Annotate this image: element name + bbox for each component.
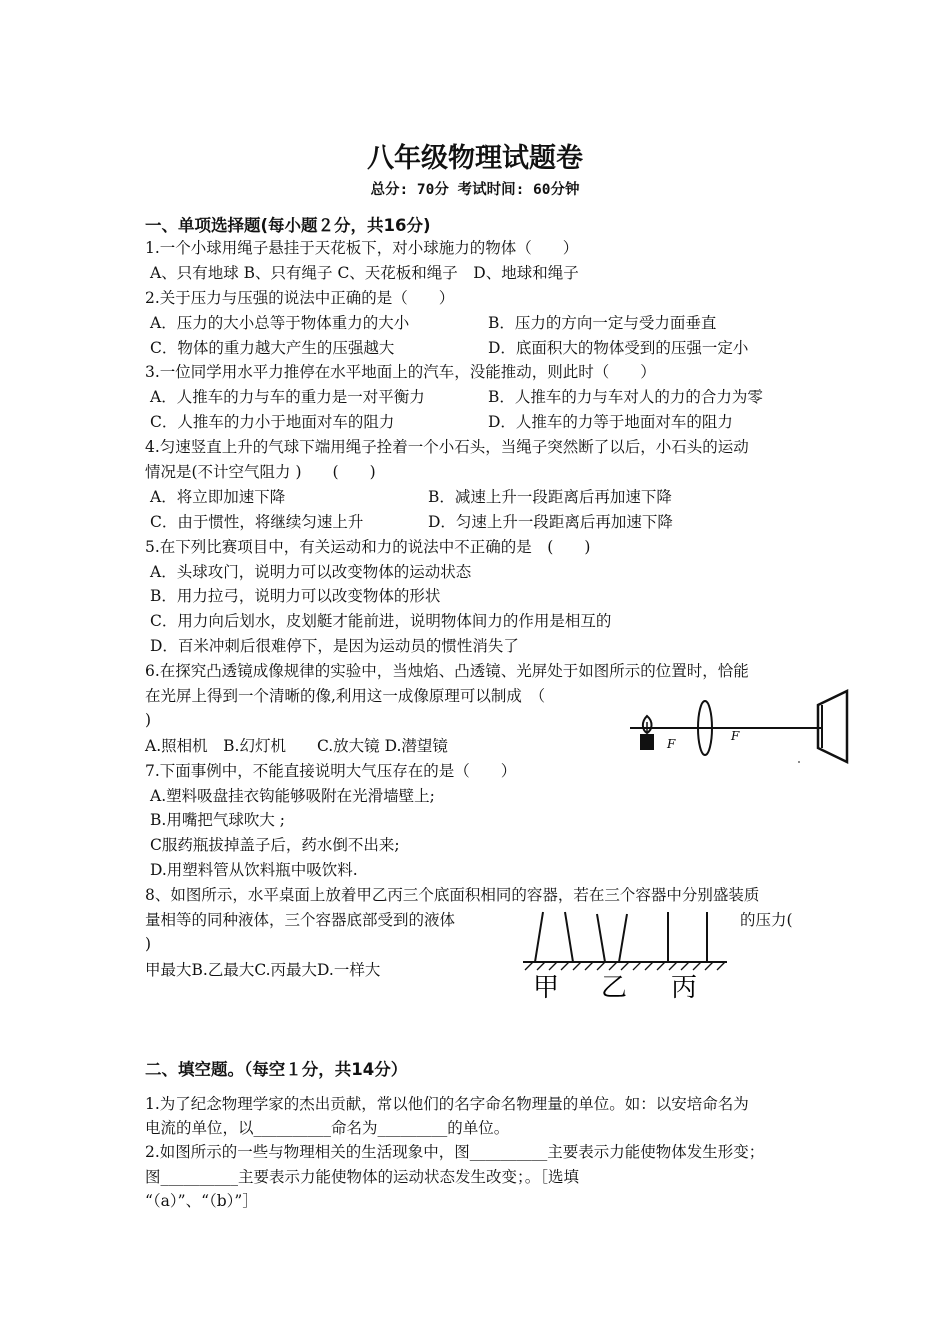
label-jia: 甲 <box>533 973 560 1003</box>
container-yi <box>597 914 627 962</box>
q1-stem: 1.一个小球用绳子悬挂于天花板下，对小球施力的物体（ ） <box>145 239 579 257</box>
q2-option-c: C．物体的重力越大产生的压强越大 <box>150 339 395 357</box>
q8-options: 甲最大B.乙最大C.丙最大D.一样大 <box>145 961 381 979</box>
exam-info: 总分: 70分 考试时间: 60分钟 <box>370 182 580 198</box>
q7-option-a: A.塑料吸盘挂衣钩能够吸附在光滑墙壁上; <box>150 787 435 805</box>
section2-heading: 二、填空题。（每空１分，共14分） <box>145 1060 408 1079</box>
container-jia <box>535 912 573 962</box>
q6-stem-3: ) <box>145 711 152 729</box>
candle-icon <box>640 734 654 750</box>
q5-option-a: A．头球攻门，说明力可以改变物体的运动状态 <box>150 563 472 581</box>
q5-option-b: B．用力拉弓，说明力可以改变物体的形状 <box>150 587 441 605</box>
q3-option-a: A．人推车的力与车的重力是一对平衡力 <box>150 388 425 406</box>
q7-option-d: D.用塑料管从饮料瓶中吸饮料. <box>150 861 358 879</box>
q8-stem-2b: 的压力( <box>740 911 793 929</box>
label-bing: 丙 <box>671 973 698 1003</box>
q3-option-b: B．人推车的力与车对人的力的合力为零 <box>488 388 763 406</box>
q4-option-a: A．将立即加速下降 <box>150 488 286 506</box>
container-bing <box>668 912 707 962</box>
q4-option-c: C．由于惯性，将继续匀速上升 <box>150 513 364 531</box>
q4-option-b: B．减速上升一段距离后再加速下降 <box>428 488 672 506</box>
q2-option-b: B．压力的方向一定与受力面垂直 <box>488 314 717 332</box>
q8-stem-1: 8、如图所示，水平桌面上放着甲乙丙三个底面积相同的容器，若在三个容器中分别盛装质 <box>145 886 760 904</box>
q6-stem-2: 在光屏上得到一个清晰的像,利用这一成像原理可以制成 （ <box>145 687 546 705</box>
q4-option-d: D．匀速上升一段距离后再加速下降 <box>428 513 673 531</box>
s2-q2-line-3: “（a）”、“（b）”］ <box>145 1192 258 1210</box>
s2-q1-line-1: 1.为了纪念物理学家的杰出贡献，常以他们的名字命名物理量的单位。如：以安培命名为 <box>145 1095 749 1113</box>
q2-option-a: A．压力的大小总等于物体重力的大小 <box>150 314 410 332</box>
section1-heading: 一、单项选择题(每小题２分，共16分) <box>145 216 431 235</box>
s2-q2-line-2: 图__________主要表示力能使物体的运动状态发生改变；。［选填 <box>145 1168 580 1186</box>
focus-label-right: F <box>731 729 740 743</box>
page-title: 八年级物理试题卷 <box>367 143 583 174</box>
s2-q2-line-1: 2.如图所示的一些与物理相关的生活现象中，图__________主要表示力能使物体发生形变； <box>145 1143 765 1161</box>
q7-stem: 7.下面事例中，不能直接说明大气压存在的是（ ） <box>145 762 517 780</box>
q6-stem-1: 6.在探究凸透镜成像规律的实验中，当烛焰、凸透镜、光屏处于如图所示的位置时，恰能 <box>145 662 749 680</box>
lens-experiment-diagram <box>625 684 855 768</box>
q7-option-b: B.用嘴把气球吹大 ; <box>150 811 285 829</box>
label-yi: 乙 <box>601 973 628 1003</box>
q8-stem-2a: 量相等的同种液体，三个容器底部受到的液体 <box>145 911 456 929</box>
q4-stem-1: 4.匀速竖直上升的气球下端用绳子拴着一个小石头，当绳子突然断了以后，小石头的运动 <box>145 438 749 456</box>
s2-q1-line-2: 电流的单位，以__________命名为_________的单位。 <box>145 1119 510 1137</box>
q2-stem: 2.关于压力与压强的说法中正确的是（ ） <box>145 289 455 307</box>
containers-diagram <box>515 908 730 1004</box>
q3-option-c: C．人推车的力小于地面对车的阻力 <box>150 413 395 431</box>
focus-label-left: F <box>667 737 676 751</box>
q5-stem: 5.在下列比赛项目中，有关运动和力的说法中不正确的是 ( ) <box>145 538 591 556</box>
q7-option-c: C服药瓶拔掉盖子后，药水倒不出来; <box>150 836 400 854</box>
q3-option-d: D．人推车的力等于地面对车的阻力 <box>488 413 733 431</box>
q4-stem-2: 情况是(不计空气阻力 ) ( ) <box>145 463 376 481</box>
q2-option-d: D．底面积大的物体受到的压强一定小 <box>488 339 749 357</box>
q6-options: A.照相机 B.幻灯机 C.放大镜 D.潜望镜 <box>145 737 448 755</box>
q1-options: A、只有地球 B、只有绳子 C、天花板和绳子 D、地球和绳子 <box>150 264 579 282</box>
q8-stem-3: ) <box>145 935 152 953</box>
q5-option-c: C．用力向后划水，皮划艇才能前进，说明物体间力的作用是相互的 <box>150 612 612 630</box>
q3-stem: 3.一位同学用水平力推停在水平地面上的汽车，没能推动，则此时（ ） <box>145 363 656 381</box>
q5-option-d: D．百米冲刺后很难停下，是因为运动员的惯性消失了 <box>150 637 519 655</box>
